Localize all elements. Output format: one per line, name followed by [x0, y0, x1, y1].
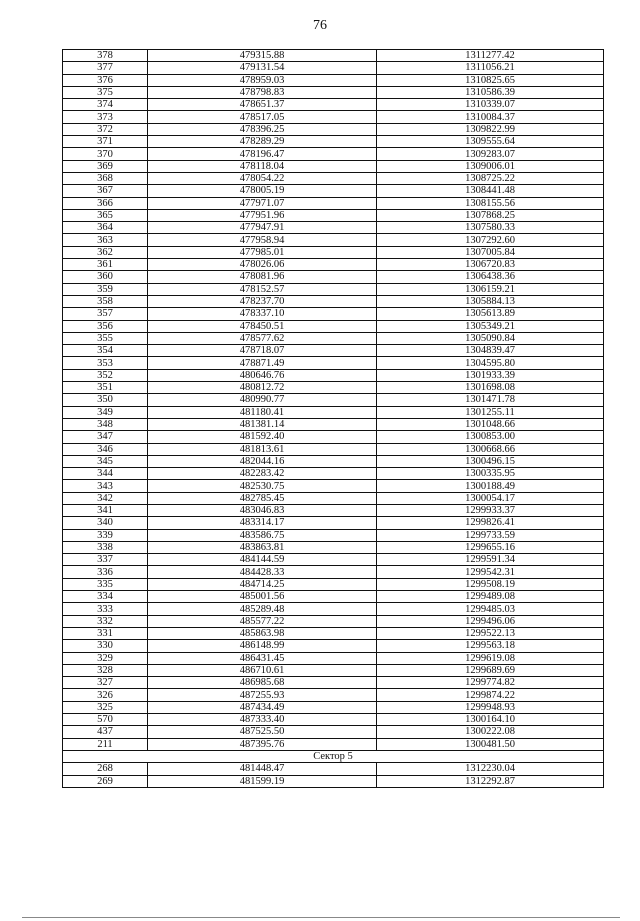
x-coordinate-cell: 478450.51 [148, 320, 377, 332]
table-row [63, 418, 604, 430]
y-coordinate-cell: 1299933.37 [377, 504, 604, 516]
x-coordinate-cell: 485001.56 [148, 591, 377, 603]
point-number-cell: 351 [63, 382, 148, 394]
coordinates-table-body [63, 50, 604, 751]
table-row [63, 320, 604, 332]
point-number-cell: 330 [63, 640, 148, 652]
point-number-cell: 340 [63, 517, 148, 529]
x-coordinate-cell: 478651.37 [148, 99, 377, 111]
x-coordinate-cell: 478196.47 [148, 148, 377, 160]
y-coordinate-cell: 1308441.48 [377, 185, 604, 197]
y-coordinate-cell: 1305349.21 [377, 320, 604, 332]
x-coordinate-cell: 487333.40 [148, 714, 377, 726]
y-coordinate-cell: 1310825.65 [377, 74, 604, 86]
point-number-cell: 336 [63, 566, 148, 578]
table-row [63, 578, 604, 590]
table-row [63, 492, 604, 504]
table-row [63, 345, 604, 357]
page-bottom-rule [22, 917, 620, 918]
table-row [63, 394, 604, 406]
x-coordinate-cell: 481813.61 [148, 443, 377, 455]
table-row [63, 738, 604, 750]
point-number-cell: 372 [63, 123, 148, 135]
coordinates-table [62, 49, 604, 788]
point-number-cell: 366 [63, 197, 148, 209]
x-coordinate-cell: 483314.17 [148, 517, 377, 529]
x-coordinate-cell: 477947.91 [148, 222, 377, 234]
x-coordinate-cell: 487434.49 [148, 701, 377, 713]
table-row [63, 308, 604, 320]
table-row [63, 259, 604, 271]
point-number-cell: 331 [63, 627, 148, 639]
x-coordinate-cell: 478396.25 [148, 123, 377, 135]
point-number-cell: 269 [63, 775, 148, 787]
x-coordinate-cell: 477985.01 [148, 246, 377, 258]
y-coordinate-cell: 1300496.15 [377, 455, 604, 467]
table-row [63, 295, 604, 307]
section-table-body [63, 763, 604, 788]
point-number-cell: 373 [63, 111, 148, 123]
point-number-cell: 211 [63, 738, 148, 750]
table-row [63, 468, 604, 480]
section-header [63, 750, 604, 762]
x-coordinate-cell: 478289.29 [148, 136, 377, 148]
point-number-cell: 367 [63, 185, 148, 197]
table-row [63, 111, 604, 123]
point-number-cell: 374 [63, 99, 148, 111]
point-number-cell: 355 [63, 332, 148, 344]
point-number-cell: 328 [63, 664, 148, 676]
table-row [63, 763, 604, 775]
table-row [63, 86, 604, 98]
point-number-cell: 376 [63, 74, 148, 86]
table-row [63, 209, 604, 221]
x-coordinate-cell: 483586.75 [148, 529, 377, 541]
table-row [63, 529, 604, 541]
y-coordinate-cell: 1299542.31 [377, 566, 604, 578]
point-number-cell: 369 [63, 160, 148, 172]
point-number-cell: 349 [63, 406, 148, 418]
point-number-cell: 329 [63, 652, 148, 664]
x-coordinate-cell: 478577.62 [148, 332, 377, 344]
point-number-cell: 364 [63, 222, 148, 234]
table-row [63, 714, 604, 726]
y-coordinate-cell: 1310586.39 [377, 86, 604, 98]
y-coordinate-cell: 1306720.83 [377, 259, 604, 271]
table-row [63, 62, 604, 74]
y-coordinate-cell: 1300188.49 [377, 480, 604, 492]
x-coordinate-cell: 485577.22 [148, 615, 377, 627]
table-row [63, 136, 604, 148]
table-row [63, 172, 604, 184]
y-coordinate-cell: 1306438.36 [377, 271, 604, 283]
x-coordinate-cell: 483863.81 [148, 541, 377, 553]
x-coordinate-cell: 478026.06 [148, 259, 377, 271]
x-coordinate-cell: 478237.70 [148, 295, 377, 307]
table-row [63, 603, 604, 615]
table-row [63, 185, 604, 197]
table-row [63, 517, 604, 529]
y-coordinate-cell: 1299489.08 [377, 591, 604, 603]
point-number-cell: 357 [63, 308, 148, 320]
y-coordinate-cell: 1307868.25 [377, 209, 604, 221]
table-row [63, 701, 604, 713]
point-number-cell: 361 [63, 259, 148, 271]
table-row [63, 480, 604, 492]
y-coordinate-cell: 1309283.07 [377, 148, 604, 160]
y-coordinate-cell: 1311277.42 [377, 50, 604, 62]
table-row [63, 197, 604, 209]
table-row [63, 443, 604, 455]
x-coordinate-cell: 485863.98 [148, 627, 377, 639]
y-coordinate-cell: 1300481.50 [377, 738, 604, 750]
table-row [63, 689, 604, 701]
y-coordinate-cell: 1299689.69 [377, 664, 604, 676]
point-number-cell: 333 [63, 603, 148, 615]
y-coordinate-cell: 1299774.82 [377, 677, 604, 689]
x-coordinate-cell: 481599.19 [148, 775, 377, 787]
point-number-cell: 359 [63, 283, 148, 295]
y-coordinate-cell: 1299508.19 [377, 578, 604, 590]
table-row [63, 554, 604, 566]
point-number-cell: 365 [63, 209, 148, 221]
table-row [63, 455, 604, 467]
table-row [63, 271, 604, 283]
x-coordinate-cell: 485289.48 [148, 603, 377, 615]
table-row [63, 369, 604, 381]
y-coordinate-cell: 1300164.10 [377, 714, 604, 726]
table-row [63, 234, 604, 246]
point-number-cell: 344 [63, 468, 148, 480]
y-coordinate-cell: 1300668.66 [377, 443, 604, 455]
point-number-cell: 334 [63, 591, 148, 603]
x-coordinate-cell: 481180.41 [148, 406, 377, 418]
table-row [63, 74, 604, 86]
point-number-cell: 326 [63, 689, 148, 701]
y-coordinate-cell: 1300054.17 [377, 492, 604, 504]
y-coordinate-cell: 1309006.01 [377, 160, 604, 172]
x-coordinate-cell: 486710.61 [148, 664, 377, 676]
y-coordinate-cell: 1299619.08 [377, 652, 604, 664]
point-number-cell: 341 [63, 504, 148, 516]
point-number-cell: 345 [63, 455, 148, 467]
point-number-cell: 342 [63, 492, 148, 504]
x-coordinate-cell: 479315.88 [148, 50, 377, 62]
point-number-cell: 360 [63, 271, 148, 283]
point-number-cell: 362 [63, 246, 148, 258]
x-coordinate-cell: 486985.68 [148, 677, 377, 689]
table-row [63, 566, 604, 578]
section-title: Сектор 5 [63, 750, 604, 762]
x-coordinate-cell: 487255.93 [148, 689, 377, 701]
y-coordinate-cell: 1301471.78 [377, 394, 604, 406]
x-coordinate-cell: 478718.07 [148, 345, 377, 357]
y-coordinate-cell: 1299733.59 [377, 529, 604, 541]
y-coordinate-cell: 1301255.11 [377, 406, 604, 418]
table-row [63, 775, 604, 787]
y-coordinate-cell: 1299948.93 [377, 701, 604, 713]
x-coordinate-cell: 478959.03 [148, 74, 377, 86]
y-coordinate-cell: 1301048.66 [377, 418, 604, 430]
table-row [63, 357, 604, 369]
table-row [63, 50, 604, 62]
y-coordinate-cell: 1304595.80 [377, 357, 604, 369]
point-number-cell: 346 [63, 443, 148, 455]
y-coordinate-cell: 1306159.21 [377, 283, 604, 295]
x-coordinate-cell: 481381.14 [148, 418, 377, 430]
table-row [63, 615, 604, 627]
x-coordinate-cell: 481448.47 [148, 763, 377, 775]
x-coordinate-cell: 478152.57 [148, 283, 377, 295]
y-coordinate-cell: 1299826.41 [377, 517, 604, 529]
point-number-cell: 358 [63, 295, 148, 307]
x-coordinate-cell: 481592.40 [148, 431, 377, 443]
table-row [63, 123, 604, 135]
y-coordinate-cell: 1299522.13 [377, 627, 604, 639]
x-coordinate-cell: 487525.50 [148, 726, 377, 738]
table-row [63, 652, 604, 664]
x-coordinate-cell: 478054.22 [148, 172, 377, 184]
point-number-cell: 327 [63, 677, 148, 689]
x-coordinate-cell: 486148.99 [148, 640, 377, 652]
x-coordinate-cell: 478871.49 [148, 357, 377, 369]
point-number-cell: 354 [63, 345, 148, 357]
x-coordinate-cell: 480812.72 [148, 382, 377, 394]
y-coordinate-cell: 1300222.08 [377, 726, 604, 738]
point-number-cell: 343 [63, 480, 148, 492]
x-coordinate-cell: 483046.83 [148, 504, 377, 516]
y-coordinate-cell: 1305613.89 [377, 308, 604, 320]
table-row [63, 99, 604, 111]
x-coordinate-cell: 478798.83 [148, 86, 377, 98]
point-number-cell: 332 [63, 615, 148, 627]
table-row [63, 406, 604, 418]
x-coordinate-cell: 482785.45 [148, 492, 377, 504]
x-coordinate-cell: 477971.07 [148, 197, 377, 209]
table-row [63, 160, 604, 172]
x-coordinate-cell: 482044.16 [148, 455, 377, 467]
y-coordinate-cell: 1311056.21 [377, 62, 604, 74]
x-coordinate-cell: 477958.94 [148, 234, 377, 246]
x-coordinate-cell: 487395.76 [148, 738, 377, 750]
x-coordinate-cell: 479131.54 [148, 62, 377, 74]
point-number-cell: 378 [63, 50, 148, 62]
table-row [63, 246, 604, 258]
y-coordinate-cell: 1305090.84 [377, 332, 604, 344]
section-row [63, 750, 604, 762]
point-number-cell: 370 [63, 148, 148, 160]
point-number-cell: 325 [63, 701, 148, 713]
point-number-cell: 368 [63, 172, 148, 184]
point-number-cell: 353 [63, 357, 148, 369]
table-row [63, 283, 604, 295]
y-coordinate-cell: 1305884.13 [377, 295, 604, 307]
point-number-cell: 348 [63, 418, 148, 430]
y-coordinate-cell: 1307580.33 [377, 222, 604, 234]
x-coordinate-cell: 478118.04 [148, 160, 377, 172]
y-coordinate-cell: 1299874.22 [377, 689, 604, 701]
y-coordinate-cell: 1300853.00 [377, 431, 604, 443]
point-number-cell: 377 [63, 62, 148, 74]
x-coordinate-cell: 478005.19 [148, 185, 377, 197]
y-coordinate-cell: 1300335.95 [377, 468, 604, 480]
y-coordinate-cell: 1299591.34 [377, 554, 604, 566]
point-number-cell: 352 [63, 369, 148, 381]
x-coordinate-cell: 480990.77 [148, 394, 377, 406]
y-coordinate-cell: 1308725.22 [377, 172, 604, 184]
table-row [63, 640, 604, 652]
point-number-cell: 339 [63, 529, 148, 541]
point-number-cell: 371 [63, 136, 148, 148]
y-coordinate-cell: 1299496.06 [377, 615, 604, 627]
table-row [63, 332, 604, 344]
point-number-cell: 268 [63, 763, 148, 775]
table-row [63, 664, 604, 676]
table-row [63, 627, 604, 639]
y-coordinate-cell: 1299563.18 [377, 640, 604, 652]
x-coordinate-cell: 482530.75 [148, 480, 377, 492]
point-number-cell: 337 [63, 554, 148, 566]
table-row [63, 504, 604, 516]
y-coordinate-cell: 1310084.37 [377, 111, 604, 123]
page-number: 76 [313, 18, 327, 33]
y-coordinate-cell: 1310339.07 [377, 99, 604, 111]
y-coordinate-cell: 1304839.47 [377, 345, 604, 357]
y-coordinate-cell: 1307292.60 [377, 234, 604, 246]
table-row [63, 148, 604, 160]
table-row [63, 726, 604, 738]
y-coordinate-cell: 1312230.04 [377, 763, 604, 775]
point-number-cell: 363 [63, 234, 148, 246]
y-coordinate-cell: 1301933.39 [377, 369, 604, 381]
x-coordinate-cell: 477951.96 [148, 209, 377, 221]
x-coordinate-cell: 484714.25 [148, 578, 377, 590]
x-coordinate-cell: 478081.96 [148, 271, 377, 283]
table-row [63, 541, 604, 553]
x-coordinate-cell: 484428.33 [148, 566, 377, 578]
table-row [63, 222, 604, 234]
y-coordinate-cell: 1299485.03 [377, 603, 604, 615]
point-number-cell: 356 [63, 320, 148, 332]
y-coordinate-cell: 1309822.99 [377, 123, 604, 135]
x-coordinate-cell: 480646.76 [148, 369, 377, 381]
table-row [63, 382, 604, 394]
y-coordinate-cell: 1308155.56 [377, 197, 604, 209]
x-coordinate-cell: 486431.45 [148, 652, 377, 664]
point-number-cell: 570 [63, 714, 148, 726]
x-coordinate-cell: 484144.59 [148, 554, 377, 566]
x-coordinate-cell: 478517.05 [148, 111, 377, 123]
table-row [63, 677, 604, 689]
point-number-cell: 350 [63, 394, 148, 406]
point-number-cell: 375 [63, 86, 148, 98]
y-coordinate-cell: 1301698.08 [377, 382, 604, 394]
x-coordinate-cell: 482283.42 [148, 468, 377, 480]
table-row [63, 431, 604, 443]
y-coordinate-cell: 1299655.16 [377, 541, 604, 553]
point-number-cell: 347 [63, 431, 148, 443]
point-number-cell: 437 [63, 726, 148, 738]
y-coordinate-cell: 1312292.87 [377, 775, 604, 787]
table-row [63, 591, 604, 603]
point-number-cell: 335 [63, 578, 148, 590]
y-coordinate-cell: 1307005.84 [377, 246, 604, 258]
x-coordinate-cell: 478337.10 [148, 308, 377, 320]
point-number-cell: 338 [63, 541, 148, 553]
y-coordinate-cell: 1309555.64 [377, 136, 604, 148]
